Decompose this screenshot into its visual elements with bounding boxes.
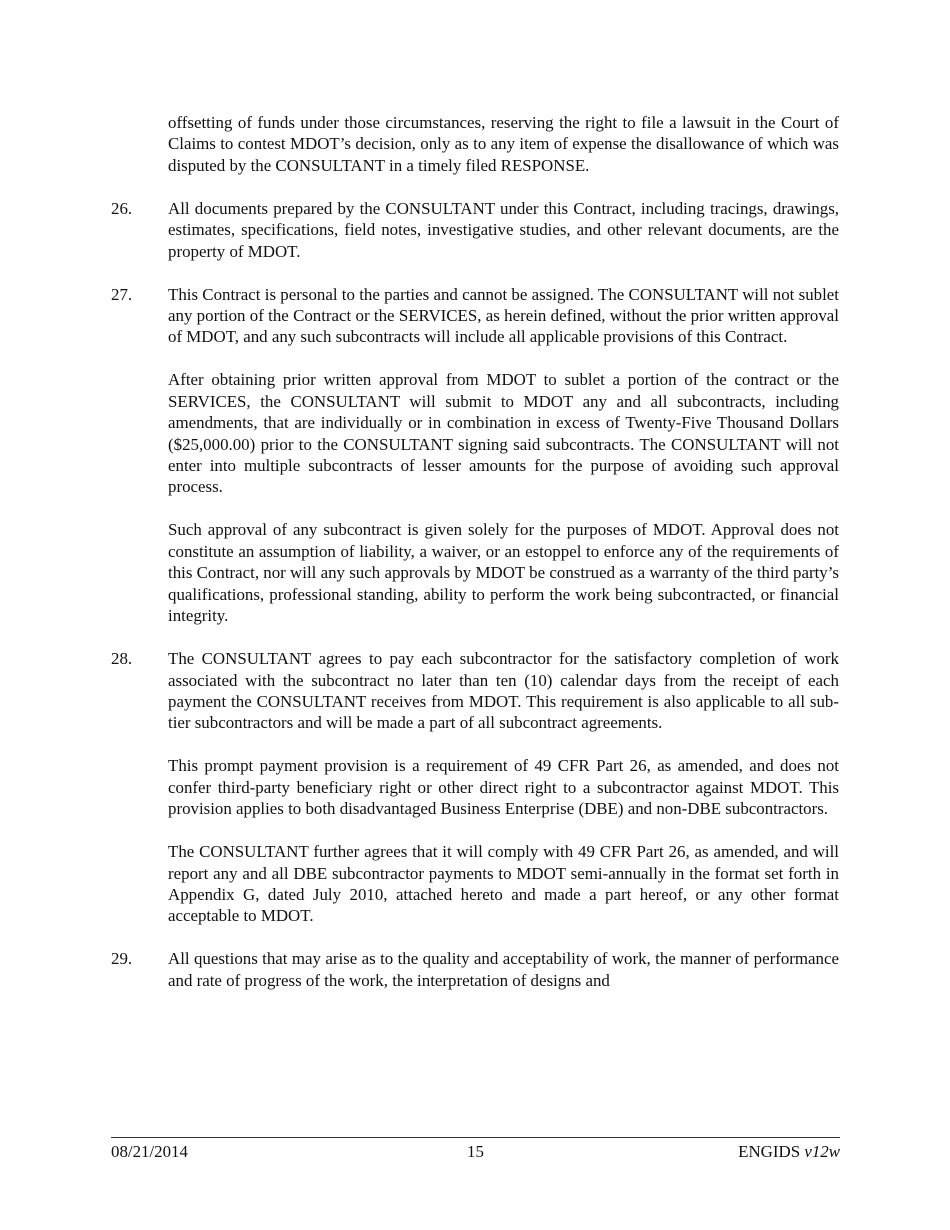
section-number: 26. — [111, 198, 133, 218]
section-paragraph: The CONSULTANT agrees to pay each subcontractor for the satisfactory completion of work associated with the subcontract no later than ten (10) calendar days from the receipt of each payment the CONSULTANT receives from MDOT. This requirement is also applicable to all sub-tier subcontractors and will be made a part of all subcontract agreements. — [168, 649, 839, 733]
section-29 — [111, 948, 839, 991]
section-26 — [111, 198, 839, 262]
document-body — [111, 112, 839, 1013]
footer-doc-id — [738, 1141, 840, 1163]
section-paragraph: All documents prepared by the CONSULTANT under this Contract, including tracings, drawings, estimates, specifications, field notes, investigative studies, and other relevant documents, are the property of MDOT. — [168, 198, 839, 261]
section-number: 28. — [111, 649, 133, 669]
section-number: 29. — [111, 949, 133, 969]
doc-id: ENGIDS — [738, 1142, 801, 1161]
section-27 — [111, 284, 839, 627]
section-paragraph: This Contract is personal to the parties and cannot be assigned. The CONSULTANT will not sublet any portion of the Contract or the SERVICES, as herein defined, without the prior written approval of MDOT, and any such subcontracts will include all applicable provisions of this Contract. — [168, 284, 839, 347]
page-number: 15 — [467, 1142, 484, 1161]
section-paragraph: This prompt payment provision is a requirement of 49 CFR Part 26, as amended, and does not confer third-party beneficiary right or other direct right to a subcontractor against MDOT. This provision applies to both disadvantaged Business Enterprise (DBE) and non-DBE subcontractors. — [168, 756, 839, 819]
section-paragraph: The CONSULTANT further agrees that it will comply with 49 CFR Part 26, as amended, and will report any and all DBE subcontractor payments to MDOT semi-annually in the format set forth in Appendix G, dated July 2010, attached hereto and made a part hereof, or any other format acceptable to MDOT. — [168, 842, 839, 926]
section-number: 27. — [111, 284, 133, 304]
continued-paragraph: offsetting of funds under those circumstances, reserving the right to file a lawsuit in the Court of Claims to contest MDOT’s decision, only as to any item of expense the disallowance of which was disputed by the CONSULTANT in a timely filed RESPONSE. — [168, 113, 839, 175]
page-footer — [111, 1141, 840, 1163]
section-28 — [111, 648, 839, 927]
footer-divider — [111, 1137, 840, 1138]
section-paragraph: Such approval of any subcontract is given solely for the purposes of MDOT. Approval does not constitute an assumption of liability, a waiver, or an estoppel to enforce any of the requirements of this Contract, nor will any such approvals by MDOT be construed as a warranty of the third party’s qualifications, professional standing, ability to perform the work being subcontracted, or financial integrity. — [168, 520, 839, 626]
doc-version: v12w — [804, 1142, 840, 1161]
footer-date: 08/21/2014 — [111, 1142, 188, 1161]
section-paragraph: After obtaining prior written approval from MDOT to sublet a portion of the contract or the SERVICES, the CONSULTANT will submit to MDOT any and all subcontracts, including amendments, that are individually or in combination in excess of Twenty-Five Thousand Dollars ($25,000.00) prior to the CONSULTANT signing said subcontracts. The CONSULTANT will not enter into multiple subcontracts of lesser amounts for the purpose of avoiding such approval process. — [168, 370, 839, 497]
section-paragraph: All questions that may arise as to the quality and acceptability of work, the manner of performance and rate of progress of the work, the interpretation of designs and — [168, 949, 839, 990]
